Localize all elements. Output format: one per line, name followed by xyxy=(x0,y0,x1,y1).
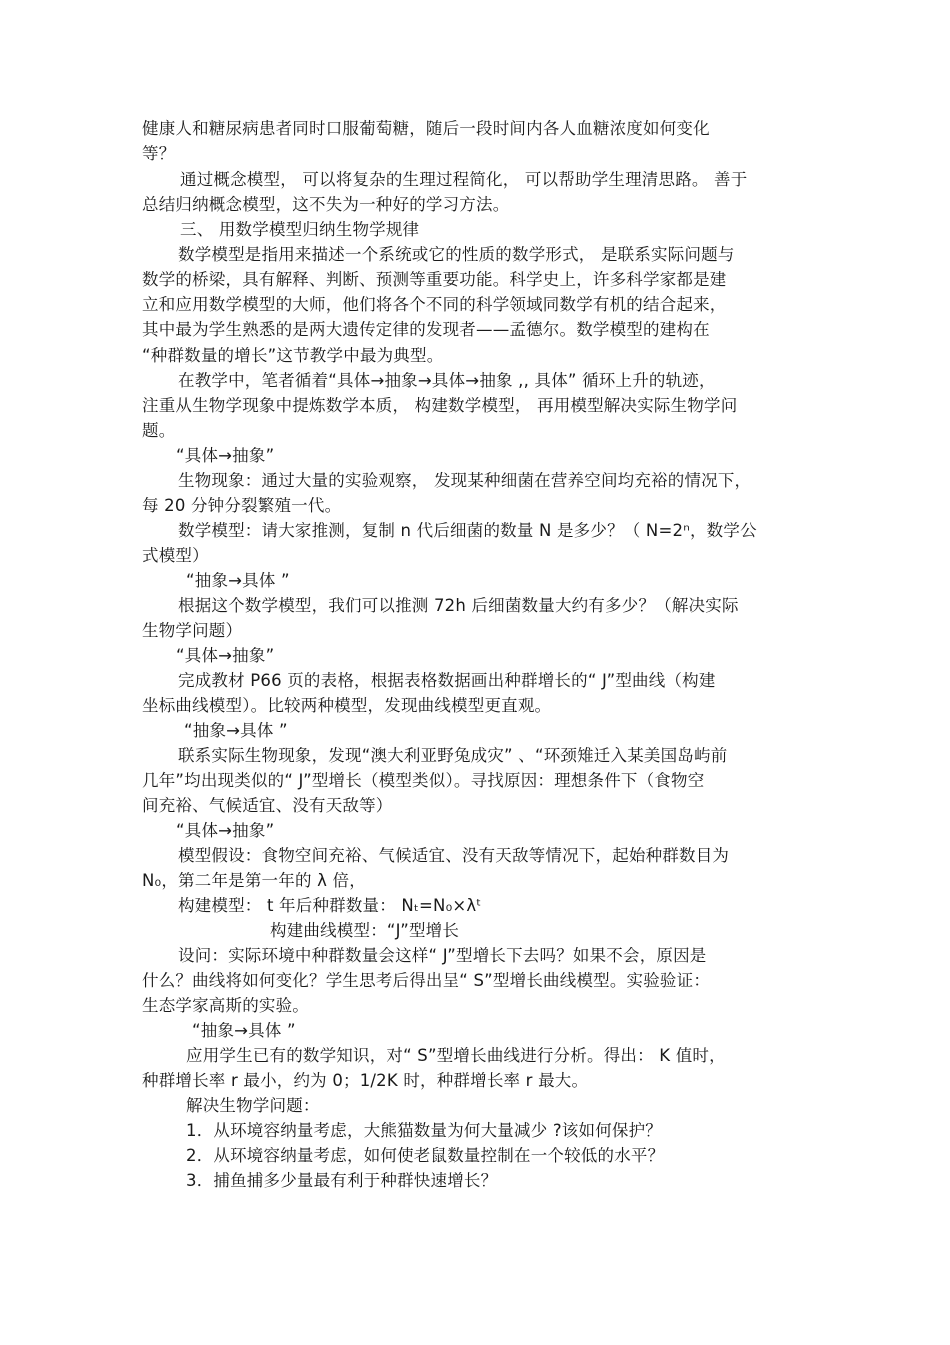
text-line: 模型假设：食物空间充裕、气候适宜、没有天敌等情况下，起始种群数目为 xyxy=(178,846,730,865)
text-line: 注重从生物学现象中提炼数学本质， 构建数学模型， 再用模型解决实际生物学问 xyxy=(142,396,738,415)
list-item: 1．从环境容纳量考虑，大熊猫数量为何大量减少 ?该如何保护？ xyxy=(186,1121,663,1140)
subheading: “抽象→具体 ” xyxy=(192,1021,296,1040)
text-line: 生态学家高斯的实验。 xyxy=(142,996,309,1015)
text-line: 联系实际生物现象，发现“澳大利亚野兔成灾” 、“环颈雉迁入某美国岛屿前 xyxy=(178,746,728,765)
text-line: 通过概念模型， 可以将复杂的生理过程简化， 可以帮助学生理清思路。 善于 xyxy=(180,170,748,189)
text-line: 种群增长率 r 最小，约为 0；1/2K 时，种群增长率 r 最大。 xyxy=(142,1071,589,1090)
text-line: 解决生物学问题： xyxy=(186,1096,320,1115)
subheading: “抽象→具体 ” xyxy=(186,571,290,590)
text-line: “种群数量的增长”这节教学中最为典型。 xyxy=(142,346,444,365)
text-line: 等？ xyxy=(142,144,176,163)
text-line: 完成教材 P66 页的表格，根据表格数据画出种群增长的“ J”型曲线（构建 xyxy=(178,671,716,690)
text-line: N₀，第二年是第一年的 λ 倍， xyxy=(142,871,366,890)
list-item: 2．从环境容纳量考虑，如何使老鼠数量控制在一个较低的水平？ xyxy=(186,1146,665,1165)
text-line: 坐标曲线模型）。比较两种模型，发现曲线模型更直观。 xyxy=(142,696,552,715)
text-line: 数学的桥梁，具有解释、判断、预测等重要功能。科学史上，许多科学家都是建 xyxy=(142,270,727,289)
text-line: 数学模型是指用来描述一个系统或它的性质的数学形式， 是联系实际问题与 xyxy=(178,245,735,264)
text-line: 生物学问题） xyxy=(142,621,243,640)
list-item: 3．捕鱼捕多少量最有利于种群快速增长？ xyxy=(186,1171,498,1190)
subheading: “具体→抽象” xyxy=(176,646,275,665)
text-line: 立和应用数学模型的大师，他们将各个不同的科学领域同数学有机的结合起来， xyxy=(142,295,727,314)
text-line: 生物现象：通过大量的实验观察， 发现某种细菌在营养空间均充裕的情况下， xyxy=(178,471,752,490)
text-line: 根据这个数学模型，我们可以推测 72h 后细菌数量大约有多少？（解决实际 xyxy=(178,596,739,615)
subheading: “具体→抽象” xyxy=(176,821,275,840)
text-line: 在教学中，笔者循着“具体→抽象→具体→抽象 ,, 具体” 循环上升的轨迹， xyxy=(178,371,716,390)
text-line: 几年”均出现类似的“ J”型增长（模型类似）。寻找原因：理想条件下（食物空 xyxy=(142,771,705,790)
section-heading: 三、 用数学模型归纳生物学规律 xyxy=(180,220,420,239)
formula-line: 构建曲线模型：“J”型增长 xyxy=(270,921,460,940)
text-line: 间充裕、气候适宜、没有天敌等） xyxy=(142,796,393,815)
text-line: 每 20 分钟分裂繁殖一代。 xyxy=(142,496,342,515)
text-line: 题。 xyxy=(142,421,176,440)
text-line: 数学模型：请大家推测，复制 n 代后细菌的数量 N 是多少？（ N=2ⁿ，数学公 xyxy=(178,521,757,540)
subheading: “具体→抽象” xyxy=(176,446,275,465)
text-line: 健康人和糖尿病患者同时口服葡萄糖，随后一段时间内各人血糖浓度如何变化 xyxy=(142,119,710,138)
text-line: 什么？曲线将如何变化？学生思考后得出呈“ S”型增长曲线模型。实验验证： xyxy=(142,971,711,990)
text-line: 式模型） xyxy=(142,546,209,565)
subheading: “抽象→具体 ” xyxy=(184,721,288,740)
text-line: 其中最为学生熟悉的是两大遗传定律的发现者——孟德尔。数学模型的建构在 xyxy=(142,320,710,339)
text-line: 应用学生已有的数学知识，对“ S”型增长曲线进行分析。得出： K 值时， xyxy=(186,1046,726,1065)
text-line: 总结归纳概念模型，这不失为一种好的学习方法。 xyxy=(142,195,510,214)
formula-line: 构建模型： t 年后种群数量： Nₜ=N₀×λᵗ xyxy=(178,896,482,915)
text-line: 设问：实际环境中种群数量会这样“ J”型增长下去吗？如果不会，原因是 xyxy=(178,946,707,965)
